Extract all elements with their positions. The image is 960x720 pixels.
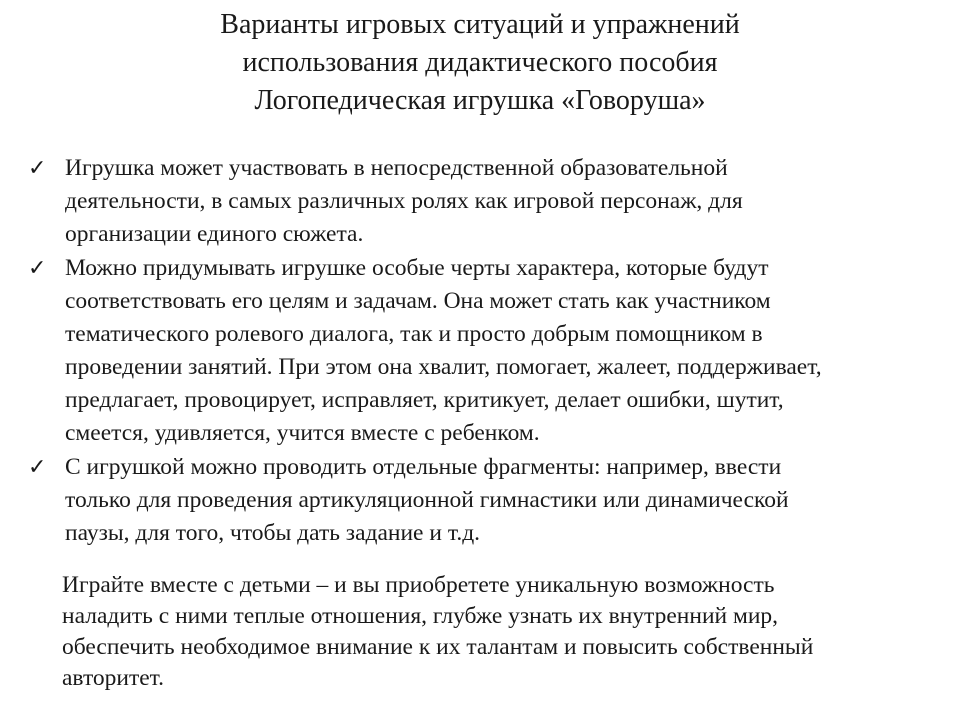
closing-line: авторитет. (62, 665, 165, 691)
bullet-line: проведении занятий. При этом она хвалит, помогает, жалеет, поддерживает, (65, 354, 822, 380)
bullet-line: Можно придумывать игрушке особые черты характера, которые будут (65, 255, 769, 281)
bullet-line: С игрушкой можно проводить отдельные фрагменты: например, ввести (65, 454, 782, 480)
title-line: Логопедическая игрушка «Говоруша» (254, 85, 706, 116)
title-line: Варианты игровых ситуаций и упражнений (220, 9, 740, 40)
bullet-line: паузы, для того, чтобы дать задание и т.д. (65, 520, 481, 546)
bullet-line: смеется, удивляется, учится вместе с ребенком. (65, 420, 540, 446)
bullet-item (28, 152, 938, 251)
bullet-text (65, 451, 938, 550)
checkmark-icon: ✓ (28, 455, 47, 480)
bullet-line: деятельности, в самых различных ролях как игровой персонаж, для (65, 188, 743, 214)
title-line: использования дидактического пособия (242, 47, 718, 78)
closing-paragraph (62, 570, 942, 694)
closing-line: Играйте вместе с детьми – и вы приобретете уникальную возможность (62, 572, 775, 598)
closing-line: наладить с ними теплые отношения, глубже узнать их внутренний мир, (62, 603, 779, 629)
closing-line: обеспечить необходимое внимание к их талантам и повысить собственный (62, 634, 814, 660)
bullet-text (65, 152, 938, 251)
bullet-line: организации единого сюжета. (65, 221, 364, 247)
bullet-line: предлагает, провоцирует, исправляет, критикует, делает ошибки, шутит, (65, 387, 784, 413)
bullet-item (28, 451, 938, 550)
slide-title (100, 6, 860, 120)
bullet-line: тематического ролевого диалога, так и просто добрым помощником в (65, 321, 763, 347)
checkmark-icon: ✓ (28, 156, 47, 181)
bullet-line: только для проведения артикуляционной гимнастики или динамической (65, 487, 789, 513)
bullet-item (28, 252, 938, 450)
bullet-list (28, 152, 938, 551)
bullet-line: Игрушка может участвовать в непосредственной образовательной (65, 155, 728, 181)
bullet-line: соответствовать его целям и задачам. Она может стать как участником (65, 288, 771, 314)
bullet-text (65, 252, 938, 450)
checkmark-icon: ✓ (28, 256, 47, 281)
